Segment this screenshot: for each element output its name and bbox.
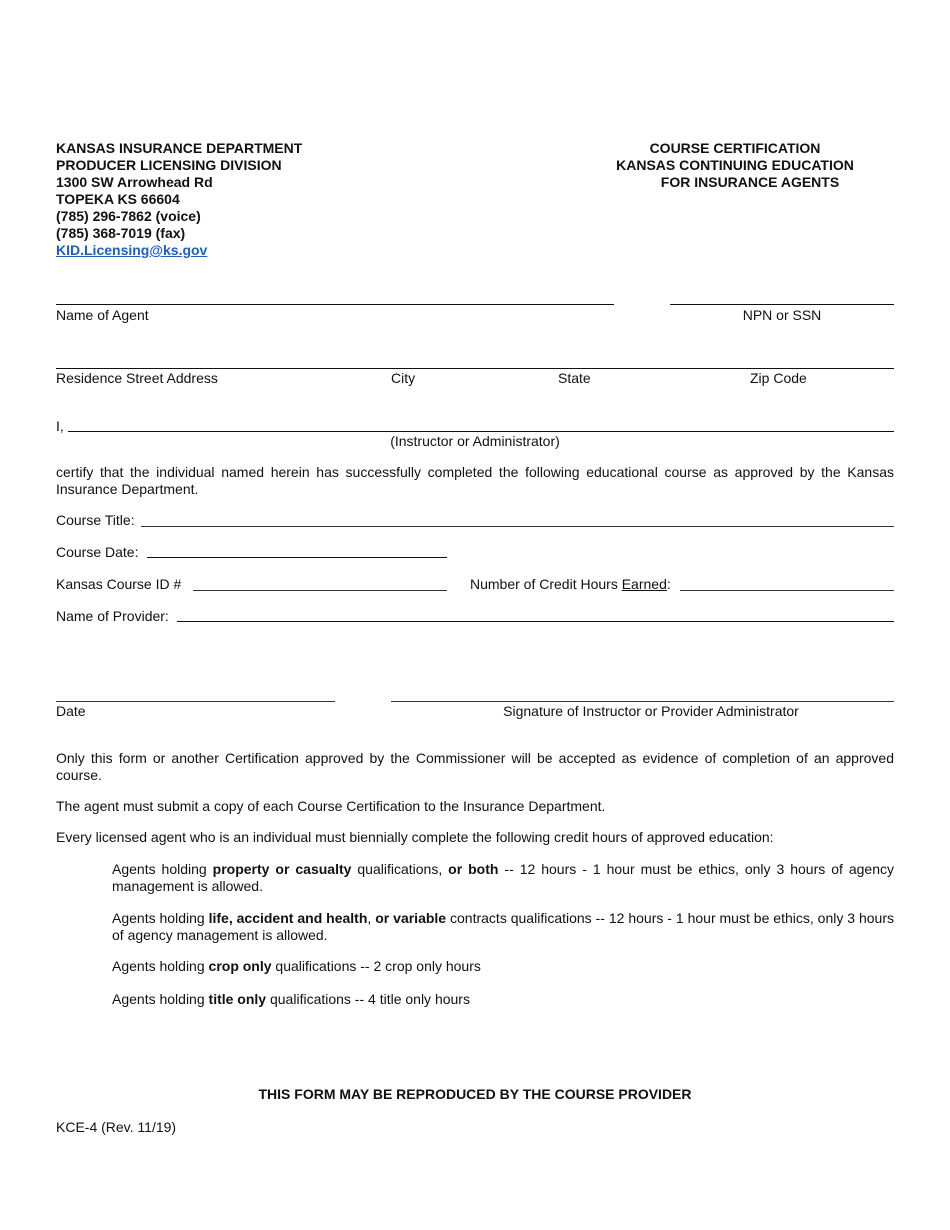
phone-fax: (785) 368-7019 (fax) xyxy=(56,225,186,241)
agent-name-label: Name of Agent xyxy=(56,307,149,323)
credit-hours-line[interactable] xyxy=(680,590,894,591)
form-title: COURSE CERTIFICATION xyxy=(649,140,821,156)
instructor-line[interactable] xyxy=(68,431,894,432)
course-id-label: Kansas Course ID # xyxy=(56,576,182,592)
provider-line[interactable] xyxy=(177,621,894,622)
division-name: PRODUCER LICENSING DIVISION xyxy=(56,157,282,173)
form-subtitle: KANSAS CONTINUING EDUCATION xyxy=(616,157,854,173)
requirement-property-casualty: Agents holding property or casualty qualifications, or both -- 12 hours - 1 hour must be ethics, only 3 hours of agency management is allowed. xyxy=(112,861,894,894)
provider-label: Name of Provider: xyxy=(56,608,169,624)
npn-label: NPN or SSN xyxy=(742,307,822,323)
city-label: City xyxy=(391,370,416,386)
course-title-label: Course Title: xyxy=(56,512,135,528)
form-id: KCE-4 (Rev. 11/19) xyxy=(56,1119,177,1135)
course-title-line[interactable] xyxy=(141,526,894,527)
npn-line[interactable] xyxy=(670,304,894,305)
date-label: Date xyxy=(56,703,86,719)
address-city: TOPEKA KS 66604 xyxy=(56,191,180,207)
agent-name-line[interactable] xyxy=(56,304,614,305)
requirement-life-health: Agents holding life, accident and health, or variable contracts qualifications -- 12 hours - 1 hour must be ethics, only 3 hours of agency management is allowed. xyxy=(112,910,895,943)
date-line[interactable] xyxy=(56,701,335,702)
address-line[interactable] xyxy=(56,368,894,369)
reproduce-notice: THIS FORM MAY BE REPRODUCED BY THE COURSE PROVIDER xyxy=(258,1086,692,1102)
i-prefix: I, xyxy=(56,418,64,434)
state-label: State xyxy=(558,370,591,386)
form-subtitle-2: FOR INSURANCE AGENTS xyxy=(660,174,840,190)
every-agent-text: Every licensed agent who is an individual must biennially complete the following credit hours of approved education: xyxy=(56,829,774,845)
course-date-label: Course Date: xyxy=(56,544,139,560)
course-date-line[interactable] xyxy=(147,557,447,558)
residence-label: Residence Street Address xyxy=(56,370,218,386)
only-form-text: Only this form or another Certification approved by the Commissioner will be accepted as evidence of completion of an approved course. xyxy=(56,750,894,783)
course-id-line[interactable] xyxy=(193,590,447,591)
requirement-title: Agents holding title only qualifications -- 4 title only hours xyxy=(112,991,470,1007)
credit-hours-label: Number of Credit Hours Earned: xyxy=(470,576,671,592)
zip-label: Zip Code xyxy=(750,370,807,386)
submit-text: The agent must submit a copy of each Course Certification to the Insurance Department. xyxy=(56,798,606,814)
certify-text: certify that the individual named herein has successfully completed the following educational course as approved by the Kansas Insurance Department. xyxy=(56,464,894,497)
department-name: KANSAS INSURANCE DEPARTMENT xyxy=(56,140,303,156)
signature-line[interactable] xyxy=(391,701,894,702)
signature-label: Signature of Instructor or Provider Administrator xyxy=(503,703,799,719)
instructor-label: (Instructor or Administrator) xyxy=(390,433,560,449)
email-link[interactable]: KID.Licensing@ks.gov xyxy=(56,242,208,258)
address-street: 1300 SW Arrowhead Rd xyxy=(56,174,213,190)
requirement-crop: Agents holding crop only qualifications -- 2 crop only hours xyxy=(112,958,481,974)
phone-voice: (785) 296-7862 (voice) xyxy=(56,208,201,224)
